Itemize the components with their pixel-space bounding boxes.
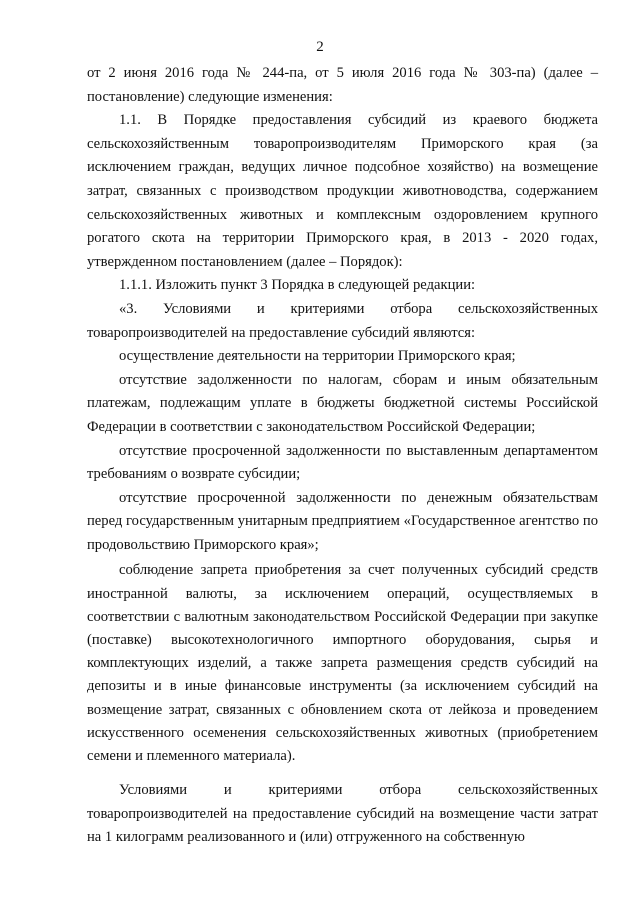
paragraph-clause-1-1: 1.1. В Порядке предоставления субсидий из краевого бюджета сельскохозяйственным товаропроизводителям Приморского края (за исключением граждан, ведущих личное подсобное хозяйство) на возмещение затрат, связанных с производством продукции животноводства, содержанием сельскохозяйственных животных и комплексным оздоровлением крупного рогатого скота на территории Приморского края, в 2013 - 2020 годах, утвержденном постановлением (далее – Порядок): xyxy=(87,112,598,270)
paragraph-item-3-conditions: «3. Условиями и критериями отбора сельскохозяйственных товаропроизводителей на предоставление субсидий являются: xyxy=(87,300,598,341)
paragraph-amendments-intro: от 2 июня 2016 года № 244-па, от 5 июля 2016 года № 303-па) (далее – постановление) следующие изменения: xyxy=(87,65,598,105)
paragraph-condition-currency-ban: соблюдение запрета приобретения за счет полученных субсидий средств иностранной валюты, за исключением операций, осуществляемых в соответствии с валютным законодательством Российской Федерации при закупке (поставке) высокотехнологичного импортного оборудования, сырья и комплектующих изделий, а также запрета размещения средств субсидий на депозиты и в иные финансовые инструменты (за исключением субсидий на возмещение затрат, связанных с обновлением скота от лейкоза и проведением искусственного осеменения сельскохозяйственных животных (приобретением семени и племенного материала). xyxy=(87,562,598,765)
paragraph-condition-territory: осуществление деятельности на территории Приморского края; xyxy=(119,348,516,365)
paragraph-condition-no-overdue-refund: отсутствие просроченной задолженности по выставленным департаментом требованиям о возврате субсидии; xyxy=(87,442,598,483)
paragraph-condition-no-agency-debt: отсутствие просроченной задолженности по денежным обязательствам перед государственным унитарным предприятием «Государственное агентство по продовольствию Приморского края»; xyxy=(87,489,598,553)
paragraph-clause-1-1-1: 1.1.1. Изложить пункт 3 Порядка в следующей редакции: xyxy=(119,277,476,294)
paragraph-conditions-per-kilogram: Условиями и критериями отбора сельскохозяйственных товаропроизводителей на предоставление субсидий на возмещение части затрат на 1 килограмм реализованного и (или) отгруженного на собственную xyxy=(87,782,598,846)
paragraph-condition-no-tax-debt: отсутствие задолженности по налогам, сборам и иным обязательным платежам, подлежащим уплате в бюджеты бюджетной системы Российской Федерации в соответствии с законодательством Российской Федерации; xyxy=(87,371,598,435)
page-number: 2 xyxy=(316,39,324,55)
document-body xyxy=(87,62,598,850)
